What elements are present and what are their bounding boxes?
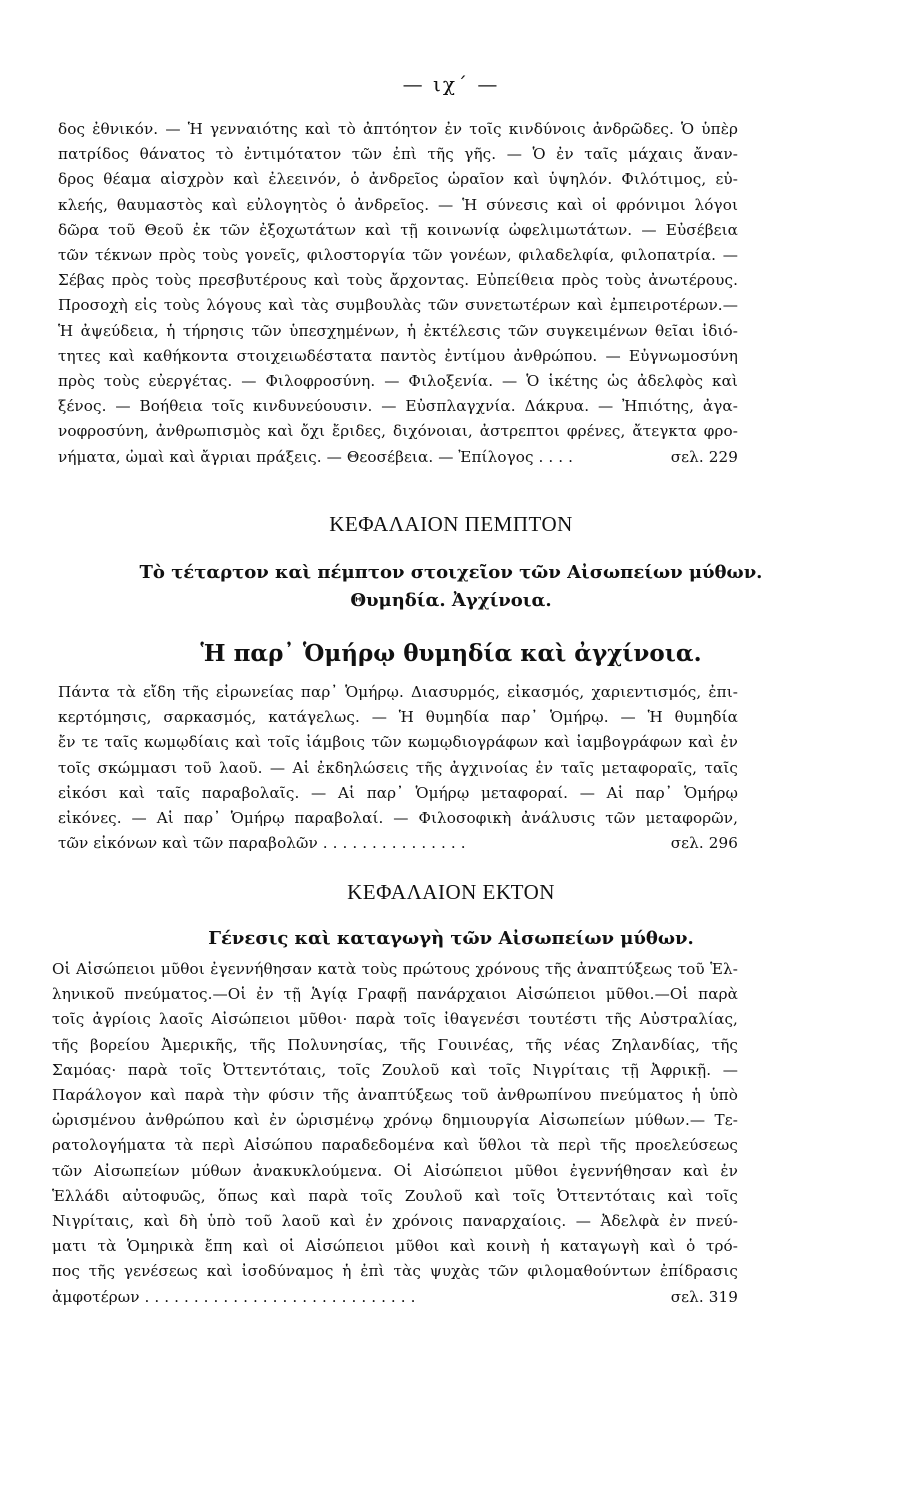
text-line: τητες καὶ καθήκοντα στοιχειωδέστατα παντὸς ἐντίμου ἀνθρώπου. — Εὐγνωμοσύνη [58,346,738,365]
text-line: ματι τὰ Ὁμηρικὰ ἔπη καὶ οἱ Αἰσώπειοι μῦθοι καὶ κοινὴ ἡ καταγωγὴ καὶ ὁ τρό- [52,1237,738,1256]
chapter-subtitle-6: Γένεσις καὶ καταγωγὴ τῶν Αἰσωπείων μύθων. [208,928,694,949]
contents-paragraph-chapter5 [58,680,738,856]
page-reference: σελ. 229 [670,447,738,466]
chapter-subtitle-5a: Τὸ τέταρτον καὶ πέμπτον στοιχεῖον τῶν Αἰσωπείων μύθων. [139,562,763,583]
text-line: τοῖς σκώμμασι τοῦ λαοῦ. — Αἱ ἐκδηλώσεις τῆς ἀγχινοίας ἐν ταῖς μεταφοραῖς, ταῖς [58,758,738,777]
contents-paragraph-chapter6 [52,957,738,1310]
chapter-heading-6: ΚΕΦΑΛΑΙΟΝ ΕΚΤΟΝ [347,880,555,904]
text-line: κερτόμησις, σαρκασμός, κατάγελως. — Ἡ θυμηδία παρ᾽ Ὁμήρῳ. — Ἡ θυμηδία [58,708,738,727]
text-line: εἰκόνες. — Αἱ παρ᾽ Ὁμήρῳ παραβολαί. — Φιλοσοφικὴ ἀνάλυσις τῶν μεταφορῶν, [58,809,738,828]
text-line-end: ἀμφοτέρων . . . . . . . . . . . . . . . . . . . . . . . . . . . . [52,1287,416,1306]
text-line: τῆς βορείου Ἀμερικῆς, τῆς Πολυνησίας, τῆς Γουινέας, τῆς νέας Ζηλανδίας, τῆς [52,1035,738,1054]
text-line: τοῖς ἀγρίοις λαοῖς Αἰσώπειοι μῦθοι· παρὰ τοῖς ἰθαγενέσι τουτέστι τῆς Αὐστραλίας, [52,1010,738,1029]
text-line: τῶν τέκνων πρὸς τοὺς γονεῖς, φιλοστοργία τῶν γονέων, φιλαδελφία, φιλοπατρία. — [58,246,738,265]
text-line: δρος θέαμα αἰσχρὸν καὶ ἐλεεινόν, ὁ ἀνδρεῖος ὡραῖον καὶ ὑψηλόν. Φιλότιμος, εὐ- [58,170,738,189]
text-line: δῶρα τοῦ Θεοῦ ἐκ τῶν ἐξοχωτάτων καὶ τῇ κοινωνίᾳ ὠφελιμωτάτων. — Εὐσέβεια [58,220,738,239]
section-title-homer: Ἡ παρ᾽ Ὁμήρῳ θυμηδία καὶ ἀγχίνοια. [200,640,702,667]
text-line: ληνικοῦ πνεύματος.—Οἱ ἐν τῇ Ἁγίᾳ Γραφῇ πανάρχαιοι Αἰσώπειοι μῦθοι.—Οἱ παρὰ [52,985,738,1004]
text-line: πατρίδος θάνατος τὸ ἐντιμότατον τῶν ἐπὶ τῆς γῆς. — Ὁ ἐν ταῖς μάχαις ἄναν- [58,145,738,164]
text-line: Σαμόας· παρὰ τοῖς Ὀττεντόταις, τοῖς Ζουλοῦ καὶ τοῖς Νιγρίταις τῇ Ἀφρικῇ. — [52,1060,738,1079]
text-line-with-page-ref [58,445,738,470]
text-line: δος ἐθνικόν. — Ἡ γενναιότης καὶ τὸ ἀπτόητον ἐν τοῖς κινδύνοις ἀνδρῶδες. Ὁ ὑπὲρ [58,120,738,138]
text-line: Ἡ ἀψεύδεια, ἡ τήρησις τῶν ὑπεσχημένων, ἡ ἐκτέλεσις τῶν συγκειμένων θεῖαι ἰδιό- [58,321,738,340]
chapter-heading-5: ΚΕΦΑΛΑΙΟΝ ΠΕΜΠΤΟΝ [329,512,573,536]
text-line: τῶν Αἰσωπείων μύθων ἀνακυκλούμενα. Οἱ Αἰσώπειοι μῦθοι ἐγεννήθησαν καὶ ἐν [52,1161,738,1180]
text-line: εἰκόσι καὶ ταῖς παραβολαῖς. — Αἱ παρ᾽ Ὁμήρῳ μεταφοραί. — Αἱ παρ᾽ Ὁμήρῳ [58,783,738,802]
text-line: πρὸς τοὺς εὐεργέτας. — Φιλοφροσύνη. — Φιλοξενία. — Ὁ ἱκέτης ὡς ἀδελφὸς καὶ [58,372,738,391]
text-line: Παράλογον καὶ παρὰ τὴν φύσιν τῆς ἀναπτύξεως τοῦ ἀνθρωπίνου πνεύματος ἡ ὑπὸ [52,1086,738,1105]
text-line: Νιγρίταις, καὶ δὴ ὑπὸ τοῦ λαοῦ καὶ ἐν χρόνοις παναρχαίοις. — Ἀδελφὰ ἐν πνεύ- [52,1212,738,1231]
contents-paragraph-chapter4 [58,117,738,470]
text-line: Ἑλλάδι αὐτοφυῶς, ὅπως καὶ παρὰ τοῖς Ζουλοῦ καὶ τοῖς Ὀττεντόταις καὶ τοῖς [52,1186,738,1205]
text-line-with-page-ref [52,1285,738,1310]
chapter-subtitle-5b: Θυμηδία. Ἀγχίνοια. [350,590,552,611]
page-reference: σελ. 296 [670,834,738,853]
text-line: ἔν τε ταῖς κωμῳδίαις καὶ τοῖς ἰάμβοις τῶν κωμῳδιογράφων καὶ ἰαμβογράφων καὶ ἐν [58,733,738,752]
text-line: νοφροσύνη, ἀνθρωπισμὸς καὶ ὄχι ἔριδες, διχόνοιαι, ἀστρεπτοι φρένες, ἄτεγκτα φρο- [58,422,738,441]
text-line: Σέβας πρὸς τοὺς πρεσβυτέρους καὶ τοὺς ἄρχοντας. Εὐπείθεια πρὸς τοὺς ἀνωτέρους. [58,271,738,290]
text-line: πος τῆς γενέσεως καὶ ἰσοδύναμος ἡ ἐπὶ τὰς ψυχὰς τῶν φιλομαθούντων ἐπίδρασις [52,1262,738,1281]
text-line-end: νήματα, ὠμαὶ καὶ ἄγριαι πράξεις. — Θεοσέβεια. — Ἐπίλογος . . . . [58,447,574,466]
page-reference: σελ. 319 [670,1287,738,1306]
text-line: Οἱ Αἰσώπειοι μῦθοι ἐγεννήθησαν κατὰ τοὺς πρώτους χρόνους τῆς ἀναπτύξεως τοῦ Ἑλ- [52,960,738,978]
text-line-end: τῶν εἰκόνων καὶ τῶν παραβολῶν . . . . . . . . . . . . . . . [58,834,466,853]
page-number-header: — ιχ΄ — [402,72,500,96]
text-line: ξένος. — Βοήθεια τοῖς κινδυνεύουσιν. — Εὐσπλαγχνία. Δάκρυα. — Ἠπιότης, ἀγα- [58,397,738,416]
text-line: ρατολογήματα τὰ περὶ Αἰσώπου παραδεδομένα καὶ ὕθλοι τὰ περὶ τῆς προελεύσεως [52,1136,738,1155]
text-line: Πάντα τὰ εἴδη τῆς εἰρωνείας παρ᾽ Ὁμήρῳ. Διασυρμός, εἰκασμός, χαριεντισμός, ἐπι- [58,683,738,701]
text-line-with-page-ref [58,831,738,856]
text-line: ὡρισμένου ἀνθρώπου καὶ ἐν ὡρισμένῳ χρόνῳ δημιουργία Αἰσωπείων μύθων.— Τε- [52,1111,738,1130]
text-line: Προσοχὴ εἰς τοὺς λόγους καὶ τὰς συμβουλὰς τῶν συνετωτέρων καὶ ἐμπειροτέρων.— [58,296,738,315]
text-line: κλεής, θαυμαστὸς καὶ εὐλογητὸς ὁ ἀνδρεῖος. — Ἡ σύνεσις καὶ οἱ φρόνιμοι λόγοι [58,195,738,214]
